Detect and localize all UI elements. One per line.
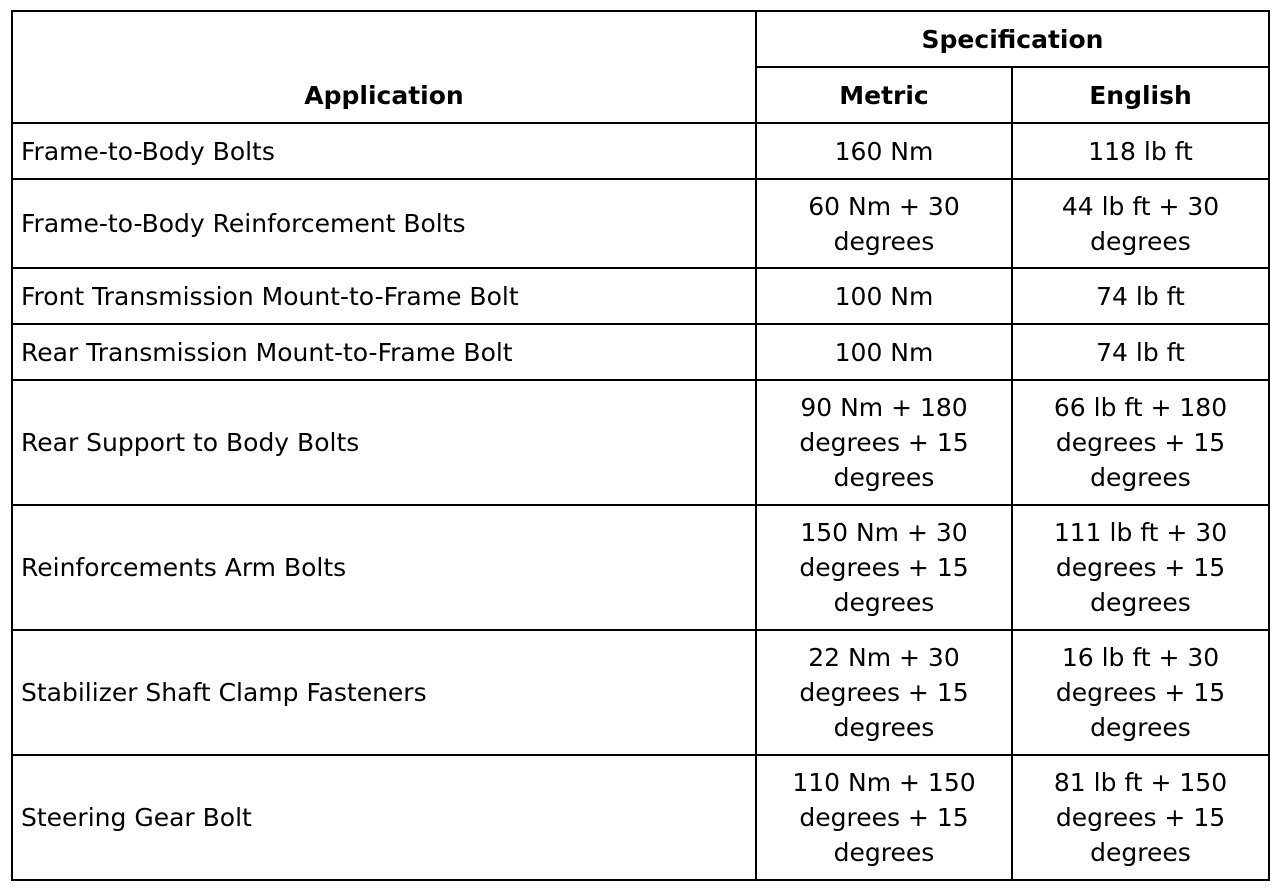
application-cell: Frame-to-Body Bolts bbox=[12, 123, 756, 179]
table-row bbox=[12, 380, 1269, 505]
header-row-top bbox=[12, 11, 1269, 67]
metric-cell: 100 Nm bbox=[756, 324, 1012, 380]
table-row bbox=[12, 755, 1269, 880]
header-specification: Specification bbox=[756, 11, 1269, 67]
header-english: English bbox=[1012, 67, 1269, 123]
english-cell: 111 lb ft + 30 degrees + 15 degrees bbox=[1012, 505, 1269, 630]
application-cell: Rear Transmission Mount-to-Frame Bolt bbox=[12, 324, 756, 380]
application-cell: Stabilizer Shaft Clamp Fasteners bbox=[12, 630, 756, 755]
english-cell: 81 lb ft + 150 degrees + 15 degrees bbox=[1012, 755, 1269, 880]
table-row bbox=[12, 324, 1269, 380]
metric-cell: 100 Nm bbox=[756, 268, 1012, 324]
table-row bbox=[12, 505, 1269, 630]
table-row bbox=[12, 268, 1269, 324]
application-cell: Steering Gear Bolt bbox=[12, 755, 756, 880]
english-cell: 74 lb ft bbox=[1012, 324, 1269, 380]
english-cell: 74 lb ft bbox=[1012, 268, 1269, 324]
fastener-torque-specification-table bbox=[11, 10, 1270, 881]
english-cell: 118 lb ft bbox=[1012, 123, 1269, 179]
application-cell: Frame-to-Body Reinforcement Bolts bbox=[12, 179, 756, 268]
application-cell: Front Transmission Mount-to-Frame Bolt bbox=[12, 268, 756, 324]
metric-cell: 160 Nm bbox=[756, 123, 1012, 179]
english-cell: 16 lb ft + 30 degrees + 15 degrees bbox=[1012, 630, 1269, 755]
metric-cell: 22 Nm + 30 degrees + 15 degrees bbox=[756, 630, 1012, 755]
table-row bbox=[12, 630, 1269, 755]
metric-cell: 90 Nm + 180 degrees + 15 degrees bbox=[756, 380, 1012, 505]
header-metric: Metric bbox=[756, 67, 1012, 123]
metric-cell: 150 Nm + 30 degrees + 15 degrees bbox=[756, 505, 1012, 630]
metric-cell: 60 Nm + 30 degrees bbox=[756, 179, 1012, 268]
application-cell: Rear Support to Body Bolts bbox=[12, 380, 756, 505]
english-cell: 44 lb ft + 30 degrees bbox=[1012, 179, 1269, 268]
table-row bbox=[12, 123, 1269, 179]
application-cell: Reinforcements Arm Bolts bbox=[12, 505, 756, 630]
english-cell: 66 lb ft + 180 degrees + 15 degrees bbox=[1012, 380, 1269, 505]
header-application: Application bbox=[12, 11, 756, 123]
metric-cell: 110 Nm + 150 degrees + 15 degrees bbox=[756, 755, 1012, 880]
table-row bbox=[12, 179, 1269, 268]
